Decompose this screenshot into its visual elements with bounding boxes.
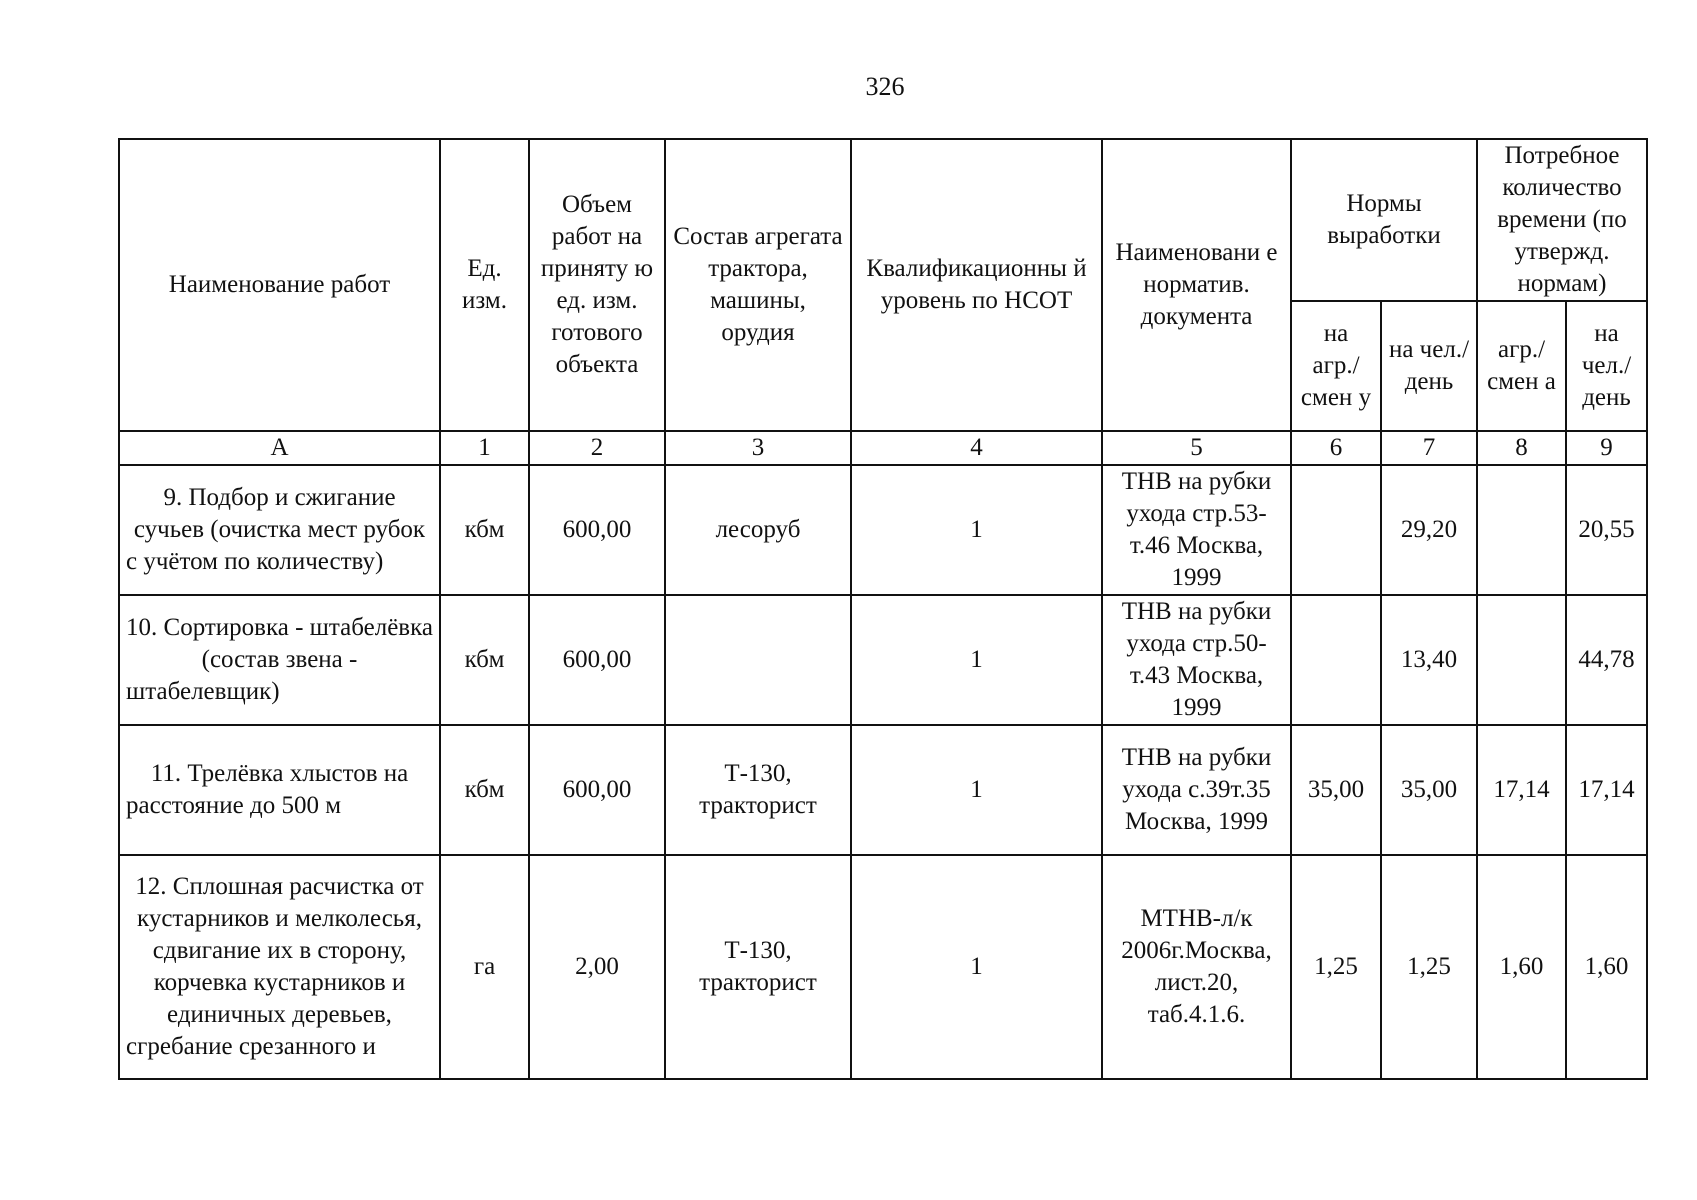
norm-agr-cell bbox=[1291, 465, 1381, 595]
index-cell: 9 bbox=[1566, 431, 1647, 465]
page-number: 326 bbox=[865, 72, 905, 101]
norm-person-cell: 1,25 bbox=[1381, 855, 1477, 1079]
volume-cell: 600,00 bbox=[529, 595, 665, 725]
time-agr-cell: 17,14 bbox=[1477, 725, 1566, 855]
unit-cell: кбм bbox=[440, 725, 529, 855]
index-cell: 3 bbox=[665, 431, 851, 465]
index-cell: 8 bbox=[1477, 431, 1566, 465]
time-person-cell: 44,78 bbox=[1566, 595, 1647, 725]
table-row bbox=[119, 855, 1647, 1079]
header-volume: Объем работ на приняту ю ед. изм. готового объекта bbox=[529, 139, 665, 431]
document-cell: ТНВ на рубки ухода с.39т.35 Москва, 1999 bbox=[1102, 725, 1291, 855]
norm-person-cell: 13,40 bbox=[1381, 595, 1477, 725]
composition-cell: Т-130, тракторист bbox=[665, 725, 851, 855]
document-cell: МТНВ-л/к 2006г.Москва, лист.20, таб.4.1.6. bbox=[1102, 855, 1291, 1079]
header-time-person: на чел./ день bbox=[1566, 301, 1647, 431]
composition-cell: Т-130, тракторист bbox=[665, 855, 851, 1079]
norm-agr-cell bbox=[1291, 595, 1381, 725]
header-norm-agr: на агр./ смен у bbox=[1291, 301, 1381, 431]
header-work-name: Наименование работ bbox=[119, 139, 440, 431]
qualification-cell: 1 bbox=[851, 855, 1102, 1079]
composition-cell bbox=[665, 595, 851, 725]
index-cell: 5 bbox=[1102, 431, 1291, 465]
qualification-cell: 1 bbox=[851, 725, 1102, 855]
volume-cell: 600,00 bbox=[529, 725, 665, 855]
index-cell: 7 bbox=[1381, 431, 1477, 465]
work-name-cell: 11. Трелёвка хлыстов на расстояние до 500 м bbox=[119, 725, 440, 855]
index-cell: 6 bbox=[1291, 431, 1381, 465]
header-norm-person: на чел./ день bbox=[1381, 301, 1477, 431]
time-agr-cell bbox=[1477, 595, 1566, 725]
index-cell: 4 bbox=[851, 431, 1102, 465]
qualification-cell: 1 bbox=[851, 465, 1102, 595]
time-person-cell: 17,14 bbox=[1566, 725, 1647, 855]
norm-agr-cell: 35,00 bbox=[1291, 725, 1381, 855]
time-person-cell: 1,60 bbox=[1566, 855, 1647, 1079]
index-cell: А bbox=[119, 431, 440, 465]
table-row bbox=[119, 465, 1647, 595]
index-cell: 1 bbox=[440, 431, 529, 465]
qualification-cell: 1 bbox=[851, 595, 1102, 725]
norms-table bbox=[118, 138, 1648, 1080]
unit-cell: кбм bbox=[440, 595, 529, 725]
volume-cell: 600,00 bbox=[529, 465, 665, 595]
table-row bbox=[119, 725, 1647, 855]
volume-cell: 2,00 bbox=[529, 855, 665, 1079]
header-norms-group: Нормы выработки bbox=[1291, 139, 1477, 301]
unit-cell: га bbox=[440, 855, 529, 1079]
header-unit: Ед. изм. bbox=[440, 139, 529, 431]
header-document: Наименовани е норматив. документа bbox=[1102, 139, 1291, 431]
header-qualification: Квалификационны й уровень по НСОТ bbox=[851, 139, 1102, 431]
time-person-cell: 20,55 bbox=[1566, 465, 1647, 595]
norm-person-cell: 35,00 bbox=[1381, 725, 1477, 855]
time-agr-cell bbox=[1477, 465, 1566, 595]
unit-cell: кбм bbox=[440, 465, 529, 595]
column-index-row bbox=[119, 431, 1647, 465]
work-name-cell: 12. Сплошная расчистка от кустарников и мелколесья, сдвигание их в сторону, корчевка кустарников и единичных деревьев, сгребание срезанного и bbox=[119, 855, 440, 1079]
time-agr-cell: 1,60 bbox=[1477, 855, 1566, 1079]
table-row bbox=[119, 595, 1647, 725]
document-cell: ТНВ на рубки ухода стр.50-т.43 Москва, 1999 bbox=[1102, 595, 1291, 725]
index-cell: 2 bbox=[529, 431, 665, 465]
document-cell: ТНВ на рубки ухода стр.53-т.46 Москва, 1999 bbox=[1102, 465, 1291, 595]
norm-agr-cell: 1,25 bbox=[1291, 855, 1381, 1079]
norm-person-cell: 29,20 bbox=[1381, 465, 1477, 595]
header-time-agr: агр./ смен а bbox=[1477, 301, 1566, 431]
header-composition: Состав агрегата трактора, машины, орудия bbox=[665, 139, 851, 431]
work-name-cell: 10. Сортировка - штабелёвка (состав звена - штабелевщик) bbox=[119, 595, 440, 725]
composition-cell: лесоруб bbox=[665, 465, 851, 595]
header-time-group: Потребное количество времени (по утвержд. нормам) bbox=[1477, 139, 1647, 301]
work-name-cell: 9. Подбор и сжигание сучьев (очистка мест рубок с учётом по количеству) bbox=[119, 465, 440, 595]
